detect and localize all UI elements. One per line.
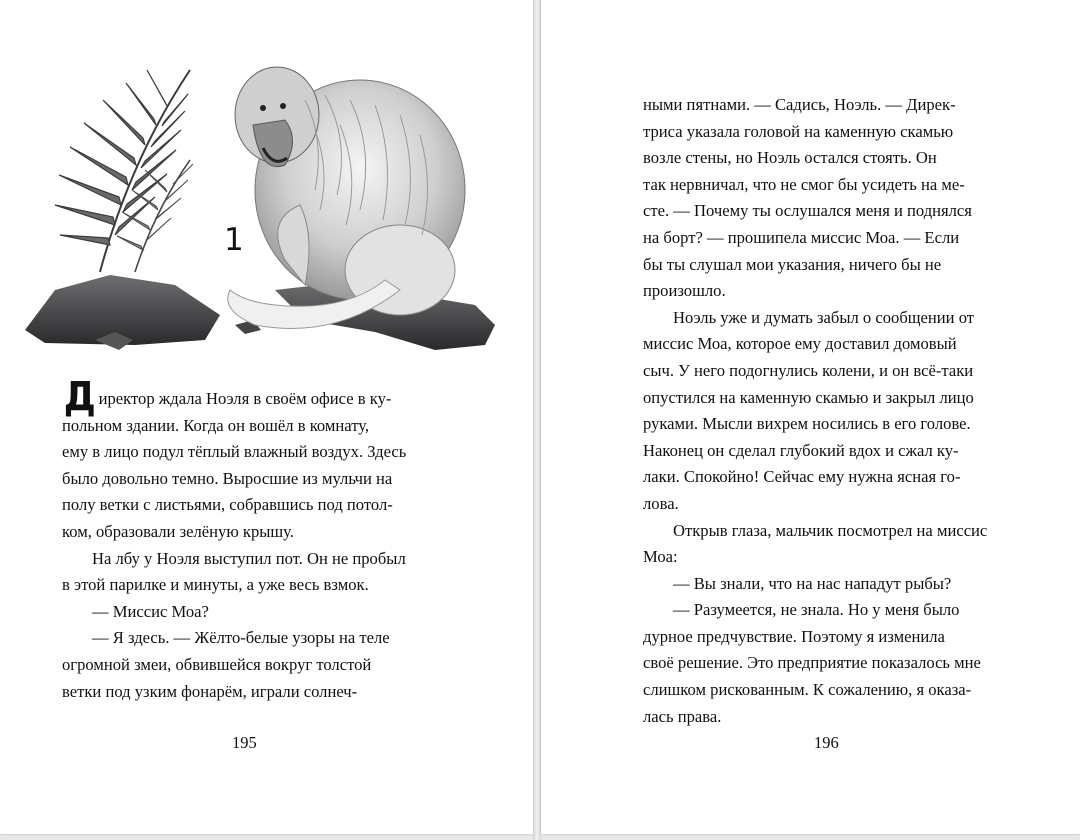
text-line <box>643 92 1009 119</box>
text-line <box>62 439 435 466</box>
text-line-content: опустился на каменную скамью и закрыл лицо <box>643 387 974 407</box>
text-line-content: было довольно темно. Выросшие из мульчи на <box>62 468 393 488</box>
fern-left <box>55 70 190 272</box>
text-line <box>62 492 435 519</box>
text-line <box>643 385 1009 412</box>
rock-left <box>25 275 220 345</box>
text-line-content: возле стены, но Ноэль остался стоять. Он <box>643 148 937 168</box>
text-line <box>643 650 1009 677</box>
text-line-content: ему в лицо подул тёплый влажный воздух. Здесь <box>62 442 407 462</box>
text-line-content: — Миссис Моа? <box>92 601 209 621</box>
page-number-right: 196 <box>814 733 839 752</box>
text-line-content: — Я здесь. — Жёлто-белые узоры на теле <box>92 628 390 648</box>
text-line-content: триса указала головой на каменную скамью <box>643 121 954 141</box>
text-line <box>643 358 1009 385</box>
text-line-content: ными пятнами. — Садись, Ноэль. — Дирек- <box>643 95 956 114</box>
text-line <box>643 491 1009 518</box>
fern-right <box>117 160 193 272</box>
text-line-content: лась права. <box>643 706 722 726</box>
text-line <box>643 225 1009 252</box>
text-line-content: — Вы знали, что на нас нападут рыбы? <box>673 573 952 593</box>
text-line-content: произошло. <box>643 281 726 301</box>
text-line <box>643 597 1009 624</box>
text-line-content: сыч. У него подогнулись колени, и он всё-таки <box>643 360 974 380</box>
chapter-number: 1 <box>224 222 244 258</box>
right-page-text <box>643 92 1009 730</box>
baboon-eye <box>260 105 266 111</box>
text-line <box>643 145 1009 172</box>
text-line-content: дурное предчувствие. Поэтому я изменила <box>643 626 945 646</box>
text-line <box>643 438 1009 465</box>
text-line-content: лова. <box>643 493 679 513</box>
text-line <box>62 572 435 599</box>
text-line <box>62 546 435 573</box>
text-line <box>62 625 435 652</box>
text-line-content: так нервничал, что не смог бы усидеть на ме- <box>643 174 965 194</box>
text-line <box>643 677 1009 704</box>
text-line-content: — Разумеется, не знала. Но у меня было <box>673 600 960 620</box>
text-line <box>643 624 1009 651</box>
text-line <box>643 252 1009 279</box>
left-page-text <box>62 374 435 705</box>
drop-cap: Д <box>63 374 96 420</box>
text-line-content: слишком рискованным. К сожалению, я оказа- <box>643 680 972 700</box>
text-line-content: Наконец он сделал глубокий вдох и сжал ку- <box>643 440 959 460</box>
baboon-illustration <box>15 40 505 365</box>
text-line <box>643 119 1009 146</box>
text-line-content: лаки. Спокойно! Сейчас ему нужна ясная го- <box>643 467 961 487</box>
text-line <box>62 599 435 626</box>
text-line-content: бы ты слушал мои указания, ничего бы не <box>643 254 942 274</box>
text-line <box>643 544 1009 571</box>
text-line-content: полу ветки с листьями, собравшись под потол- <box>62 495 393 515</box>
text-line-content: сте. — Почему ты ослушался меня и поднялся <box>643 201 972 221</box>
text-line <box>643 411 1009 438</box>
text-line-content: Ноэль уже и думать забыл о сообщении от <box>673 307 975 327</box>
text-line-content: польном здании. Когда он вошёл в комнату, <box>62 415 370 435</box>
text-line <box>643 305 1009 332</box>
text-line <box>62 413 435 440</box>
text-line <box>643 198 1009 225</box>
text-line-content: ком, образовали зелёную крышу. <box>62 521 294 541</box>
page-number-left: 195 <box>232 733 257 752</box>
text-line-content: в этой парилке и минуты, а уже весь взмок. <box>62 575 369 595</box>
text-line <box>643 278 1009 305</box>
text-line <box>62 652 435 679</box>
text-line <box>643 331 1009 358</box>
text-line-content: огромной змеи, обвившейся вокруг толстой <box>62 654 372 674</box>
text-line-content: на борт? — прошипела миссис Моа. — Если <box>643 227 960 247</box>
text-line <box>643 571 1009 598</box>
text-line <box>643 464 1009 491</box>
text-line <box>643 172 1009 199</box>
text-line <box>643 518 1009 545</box>
text-line-content: ветки под узким фонарём, играли солнеч- <box>62 681 358 701</box>
text-line <box>643 704 1009 731</box>
text-line <box>62 679 435 706</box>
text-line <box>62 466 435 493</box>
text-line-content: На лбу у Ноэля выступил пот. Он не пробыл <box>92 548 406 568</box>
text-line-content: Открыв глаза, мальчик посмотрел на миссис <box>673 520 988 540</box>
text-line-content: своё решение. Это предприятие показалось мне <box>643 653 981 673</box>
text-line-content: миссис Моа, которое ему доставил домовый <box>643 334 957 354</box>
text-line <box>62 374 435 420</box>
text-line <box>62 519 435 546</box>
book-gutter <box>533 0 541 840</box>
text-line-content: Моа: <box>643 547 678 567</box>
text-line-content: руками. Мысли вихрем носились в его голове. <box>643 414 971 434</box>
text-line-content: иректор ждала Ноэля в своём офисе в ку- <box>98 389 392 408</box>
